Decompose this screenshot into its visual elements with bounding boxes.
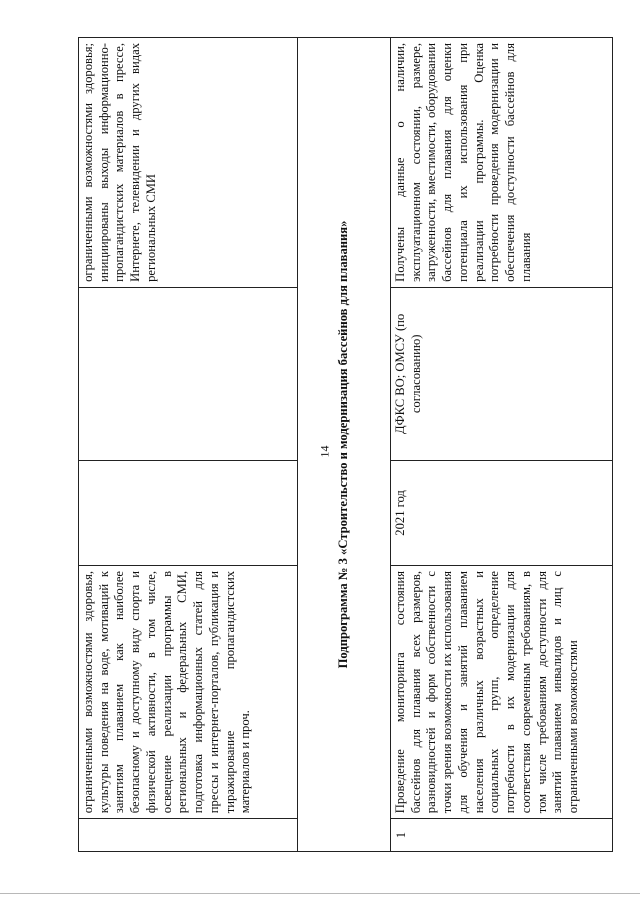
section-row	[298, 38, 391, 852]
cell-activity	[79, 565, 298, 818]
activity-text: Проведение мониторинга состояния бассейнов для плавания всех размеров, разновидностей и форм собственности с точки зрения возможности их использования для обучения и занятий плаванием населения различных возрастных и социальных групп, определение потребности в их модернизации для соответствия современным требованиям, в том числе требованиям доступности для занятий плаванием инвалидов и лиц с ограниченными возможностями	[393, 570, 581, 814]
scan-edge-line	[0, 893, 640, 894]
result-text: Получены данные о наличии, эксплуатационном состоянии, размере, загруженности, вместимости, оборудовании бассейнов для плавания для оценки потенциала их использования при реализации программы. Оценка потребности проведения модернизации и обеспечения доступности бассейнов для плавания	[393, 43, 533, 282]
table-row-continuation	[79, 38, 298, 852]
cell-number: 1	[391, 819, 613, 852]
cell-term	[79, 460, 298, 565]
cell-result	[79, 38, 298, 288]
section-heading: Подпрограмма № 3 «Строительство и модернизация бассейнов для плавания»	[298, 38, 391, 852]
cell-result	[391, 38, 613, 288]
result-text: ограниченными возможностями здоровья; инициированы выходы информационно-пропагандистских материалов в прессе, Интернете, телевидении и других видах региональных СМИ	[81, 43, 158, 282]
cell-responsible	[79, 287, 298, 460]
activity-text: ограниченными возможностями здоровья, культуры поведения на воде, мотиваций к занятиям плаванием как наиболее безопасному и доступному виду спорта и физической активности, в том числе, освещение реализации программы в региональных и федеральных СМИ, подготовка информационных статей для прессы и интернет-порталов, публикация и тиражирование пропагандистских материалов и проч.	[81, 570, 253, 814]
program-table	[78, 37, 613, 852]
cell-term: 2021 год	[391, 460, 613, 565]
cell-number	[79, 819, 298, 852]
page-number: 14	[317, 445, 332, 458]
table-row-1	[391, 38, 613, 852]
cell-activity	[391, 565, 613, 818]
cell-responsible: ДФКС ВО; ОМСУ (по согласованию)	[391, 287, 613, 460]
rotated-document-table	[78, 37, 613, 852]
